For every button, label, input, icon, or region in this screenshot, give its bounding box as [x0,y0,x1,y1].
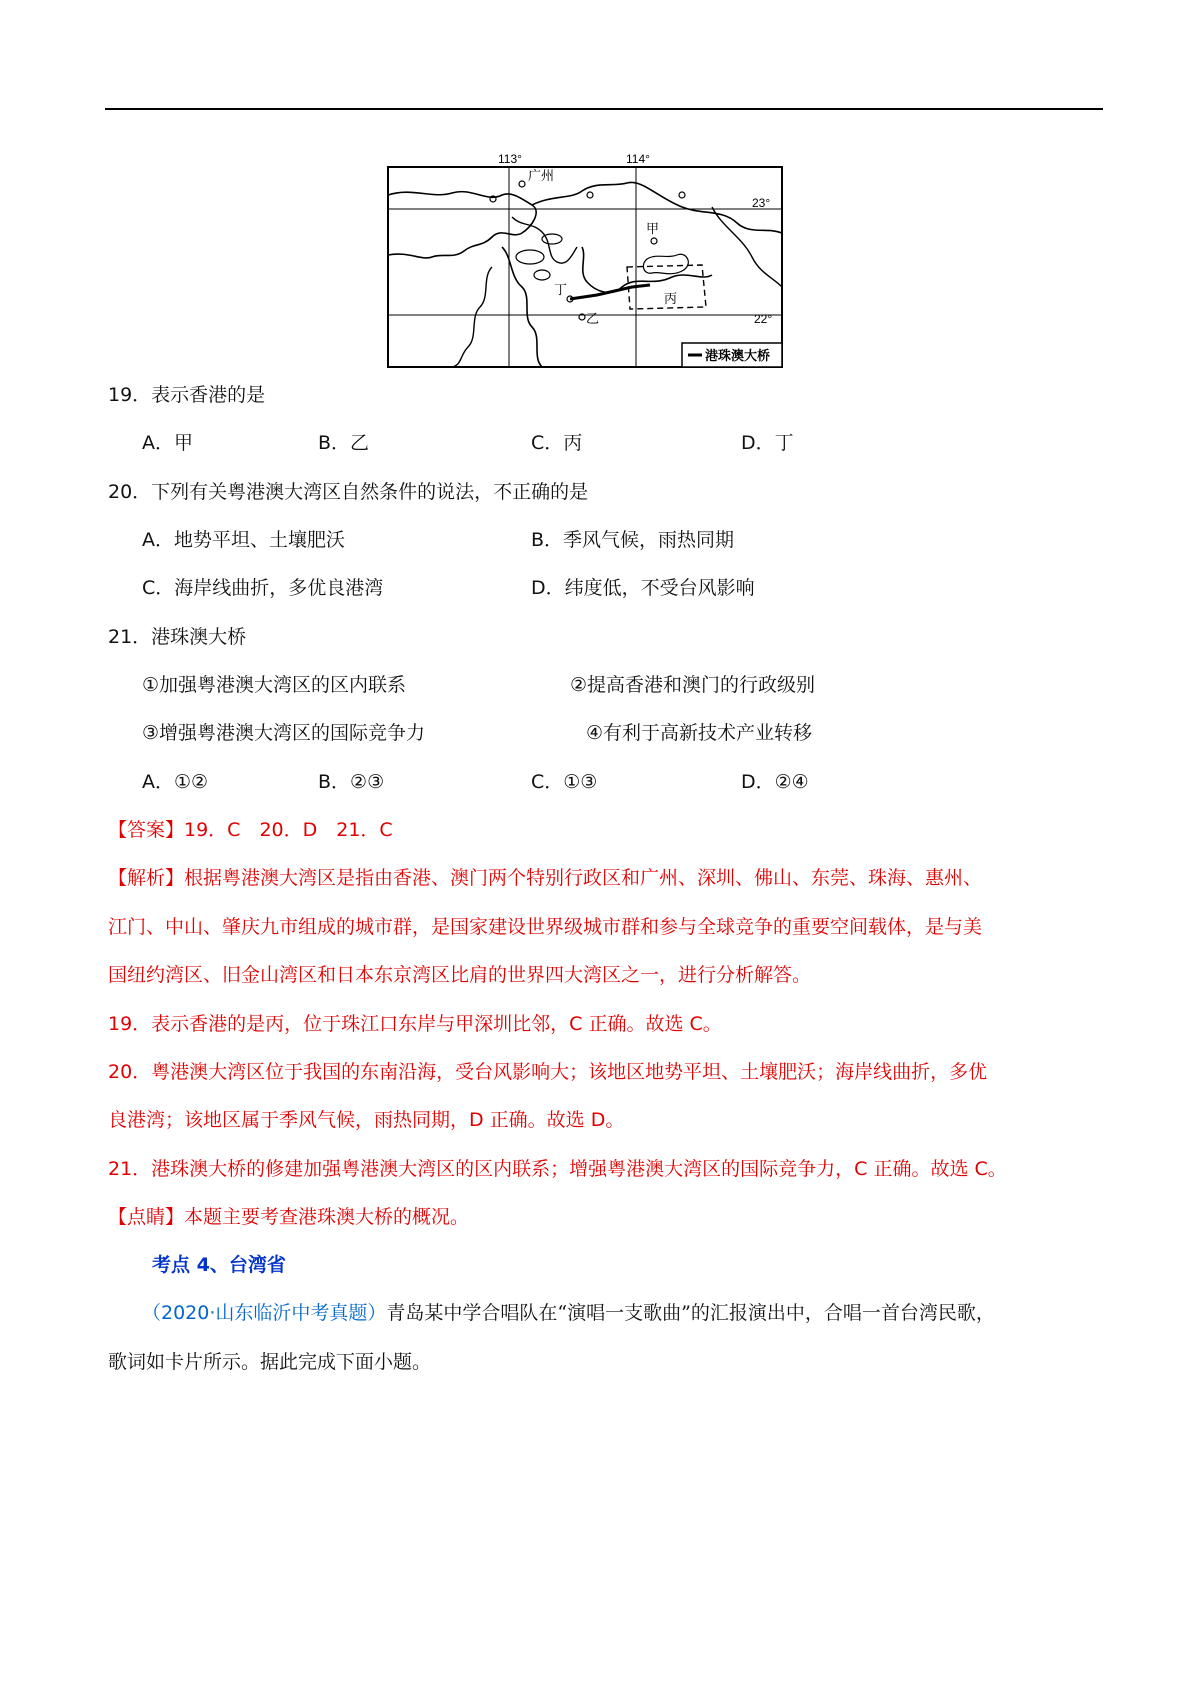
q19-option-b[interactable]: B．乙 [318,432,370,454]
q21-option-a[interactable]: A．①② [142,771,209,793]
intro-line-2: 歌词如卡片所示。据此完成下面小题。 [108,1351,432,1373]
analysis-line-q19: 19．表示香港的是丙，位于珠江口东岸与甲深圳比邻，C 正确。故选 C。 [108,1013,722,1035]
q21-option-b[interactable]: B．②③ [318,771,385,793]
map-label-bing: 丙 [664,291,678,306]
q21-option-c[interactable]: C．①③ [531,771,598,793]
map-label-yi: 乙 [586,311,600,326]
answer-line: 【答案】19．C 20．D 21．C [108,819,393,841]
lat-label-22: 22° [754,312,773,326]
section-heading: 考点 4、台湾省 [152,1254,286,1276]
lat-label-23: 23° [752,196,771,210]
q20-option-a[interactable]: A．地势平坦、土壤肥沃 [142,529,345,551]
q19-option-d[interactable]: D．丁 [741,432,794,454]
q19-option-a[interactable]: A．甲 [142,432,193,454]
q20-stem: 20．下列有关粤港澳大湾区自然条件的说法，不正确的是 [108,481,589,503]
q20-option-b[interactable]: B．季风气候，雨热同期 [531,529,735,551]
analysis-line-1: 【解析】根据粤港澳大湾区是指由香港、澳门两个特别行政区和广州、深圳、佛山、东莞、珠海、惠州、 [108,867,983,889]
intro-text-1: 青岛某中学合唱队在“演唱一支歌曲”的汇报演出中，合唱一首台湾民歌， [386,1302,995,1324]
map-label-ding: 丁 [554,282,568,297]
analysis-line-q20b: 良港湾；该地区属于季风气候，雨热同期，D 正确。故选 D。 [108,1109,625,1131]
q19-stem: 19．表示香港的是 [108,384,266,406]
dianjing-line: 【点睛】本题主要考查港珠澳大桥的概况。 [108,1206,470,1228]
map-legend-label: 港珠澳大桥 [705,348,771,363]
lon-label-114: 114° [626,152,650,166]
q19-option-c[interactable]: C．丙 [531,432,583,454]
map-label-guangzhou: 广州 [528,168,555,183]
q21-stem: 21．港珠澳大桥 [108,626,247,648]
header-rule [105,108,1103,110]
analysis-line-q21: 21．港珠澳大桥的修建加强粤港澳大湾区的区内联系；增强粤港澳大湾区的国际竞争力，C 正确。故选 C。 [108,1158,1007,1180]
lon-label-113: 113° [498,152,522,166]
analysis-line-3: 国纽约湾区、旧金山湾区和日本东京湾区比肩的世界四大湾区之一，进行分析解答。 [108,964,812,986]
q21-statement-3: ③增强粤港澳大湾区的国际竞争力 [142,722,426,744]
map-label-jia: 甲 [646,221,660,236]
analysis-line-q20a: 20．粤港澳大湾区位于我国的东南沿海，受台风影响大；该地区地势平坦、土壤肥沃；海岸线曲折，多优 [108,1061,988,1083]
pearl-river-delta-map [382,147,788,371]
analysis-line-2: 江门、中山、肇庆九市组成的城市群，是国家建设世界级城市群和参与全球竞争的重要空间载体，是与美 [108,916,983,938]
intro-source: （2020·山东临沂中考真题） [142,1302,387,1324]
q21-statement-2: ②提高香港和澳门的行政级别 [570,674,816,696]
intro-line-1 [142,1300,995,1326]
q20-option-d[interactable]: D．纬度低，不受台风影响 [531,577,755,599]
q20-option-c[interactable]: C．海岸线曲折，多优良港湾 [142,577,384,599]
q21-option-d[interactable]: D．②④ [741,771,809,793]
q21-statement-1: ①加强粤港澳大湾区的区内联系 [142,674,407,696]
q21-statement-4: ④有利于高新技术产业转移 [586,722,813,744]
